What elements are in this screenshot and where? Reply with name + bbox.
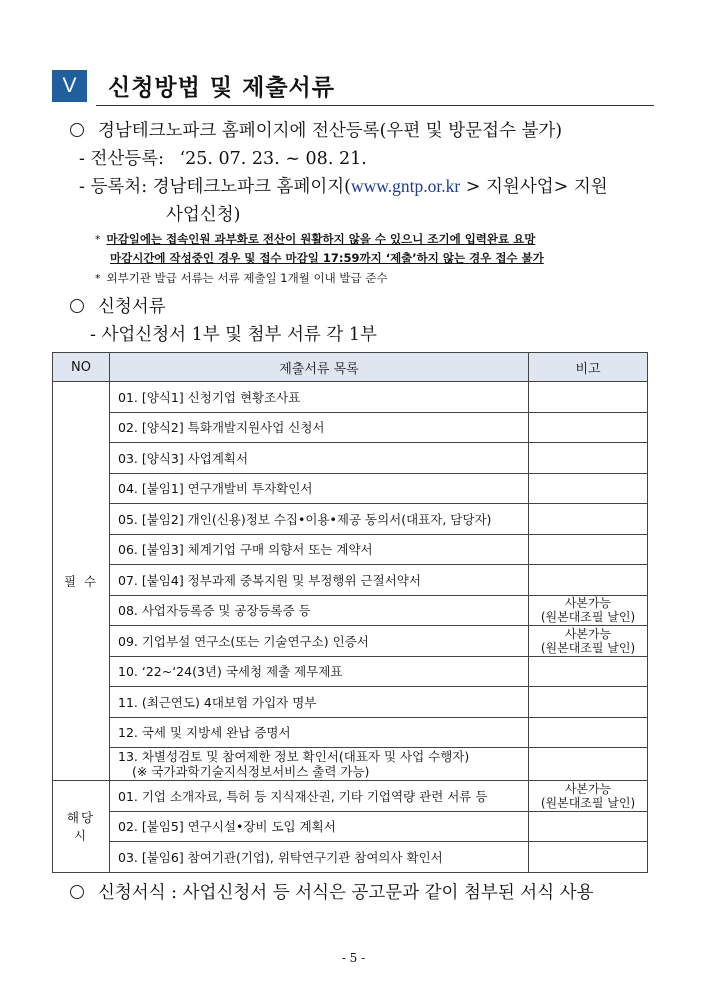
circle-bullet-icon — [70, 885, 84, 899]
document-remark: 사본가능 (원본대조필 날인) — [529, 626, 648, 657]
document-item-text: 01. 기업 소개자료, 특허 등 지식재산권, 기타 기업역량 관련 서류 등 — [118, 788, 488, 804]
document-item — [110, 842, 529, 873]
document-item-text: 11. (최근연도) 4대보험 가입자 명부 — [118, 694, 317, 710]
circle-bullet-icon — [70, 299, 84, 313]
document-item — [110, 748, 529, 781]
table-row — [53, 565, 648, 596]
document-remark — [529, 842, 648, 873]
table-row — [53, 811, 648, 842]
apply-site-label: - 등록처: 경남테크노파크 홈페이지( — [79, 177, 351, 197]
note-2-text: 외부기관 발급 서류는 서류 제출일 1개월 이내 발급 준수 — [106, 271, 388, 285]
section-title: 신청방법 및 제출서류 — [108, 75, 335, 101]
document-item — [110, 412, 529, 443]
documents-table — [52, 352, 648, 873]
forms-text: 신청서식 : 사업신청서 등 서식은 공고문과 같이 첨부된 서식 사용 — [98, 883, 594, 903]
header-documents: 제출서류 목록 — [110, 353, 529, 382]
table-row — [53, 473, 648, 504]
document-remark — [529, 717, 648, 748]
document-item-text: 03. [양식3] 사업계획서 — [118, 450, 249, 466]
docs-heading: 신청서류 — [98, 297, 166, 317]
apply-period-label: - 전산등록: — [79, 149, 164, 169]
table-row — [53, 781, 648, 812]
forms-line — [70, 879, 594, 904]
document-item — [110, 781, 529, 812]
document-remark — [529, 504, 648, 535]
note-1-line-2 — [110, 250, 544, 266]
document-item-text: 09. 기업부설 연구소(또는 기술연구소) 인증서 — [118, 633, 369, 649]
document-item — [110, 534, 529, 565]
apply-site-path: > 지원사업> 지원 — [460, 177, 608, 197]
table-row — [53, 748, 648, 781]
document-remark — [529, 473, 648, 504]
document-remark — [529, 443, 648, 474]
document-item-subtext: (※ 국가과학기술지식정보서비스 출력 가능) — [132, 764, 370, 779]
document-item — [110, 595, 529, 626]
apply-heading-line — [70, 117, 562, 142]
note-1-text-2: 마감시간에 작성중인 경우 및 접수 마감일 17:59까지 ‘제출’하지 않는 경우 접수 불가 — [110, 251, 544, 265]
document-item — [110, 687, 529, 718]
table-header-row — [53, 353, 648, 382]
document-remark — [529, 412, 648, 443]
apply-heading: 경남테크노파크 홈페이지에 전산등록(우편 및 방문접수 불가) — [98, 121, 563, 141]
document-item — [110, 565, 529, 596]
document-remark — [529, 534, 648, 565]
table-row — [53, 626, 648, 657]
table-row — [53, 504, 648, 535]
page-number: - 5 - — [341, 951, 366, 965]
document-remark: 사본가능 (원본대조필 날인) — [529, 595, 648, 626]
table-row — [53, 595, 648, 626]
document-remark — [529, 565, 648, 596]
apply-period-line — [79, 145, 367, 170]
document-item — [110, 811, 529, 842]
document-remark — [529, 382, 648, 413]
table-row — [53, 382, 648, 413]
document-item-text: 05. [붙임2] 개인(신용)정보 수집•이용•제공 동의서(대표자, 담당자) — [118, 511, 492, 527]
document-item-text: 06. [붙임3] 체계기업 구매 의향서 또는 계약서 — [118, 542, 373, 558]
table-row — [53, 717, 648, 748]
apply-period-value: ‘25. 07. 23. ~ 08. 21. — [179, 149, 367, 169]
document-item-text: 03. [붙임6] 참여기관(기업), 위탁연구기관 참여의사 확인서 — [118, 849, 443, 865]
document-item — [110, 382, 529, 413]
document-item — [110, 473, 529, 504]
optional-category: 해당시 — [53, 781, 110, 873]
document-item-text: 02. [양식2] 특화개발지원사업 신청서 — [118, 420, 325, 436]
document-item-text: 08. 사업자등록증 및 공장등록증 등 — [118, 603, 311, 619]
document-item-text: 07. [붙임4] 정부과제 중복지원 및 부정행위 근절서약서 — [118, 572, 421, 588]
header-remark: 비고 — [529, 353, 648, 382]
header-no: NO — [53, 353, 110, 382]
section-number: V — [52, 70, 87, 102]
document-item — [110, 504, 529, 535]
table-row — [53, 412, 648, 443]
section-header — [52, 66, 654, 106]
document-remark — [529, 748, 648, 781]
document-item — [110, 717, 529, 748]
docs-heading-line — [70, 293, 166, 318]
note-1-text-1: 마감일에는 접속인원 과부화로 전산이 원활하지 않을 수 있으니 조기에 입력완료 요망 — [106, 232, 536, 246]
document-remark: 사본가능 (원본대조필 날인) — [529, 781, 648, 812]
document-remark — [529, 656, 648, 687]
required-category: 필 수 — [53, 382, 110, 781]
document-item — [110, 656, 529, 687]
note-2-line — [95, 270, 387, 286]
table-row — [53, 687, 648, 718]
table-row — [53, 842, 648, 873]
document-item — [110, 443, 529, 474]
note-1-line-1 — [95, 231, 535, 247]
apply-site-line — [79, 173, 608, 198]
table-row — [53, 443, 648, 474]
document-item-text: 02. [붙임5] 연구시설•장비 도입 계획서 — [118, 819, 336, 835]
table-row — [53, 656, 648, 687]
document-item-text: 01. [양식1] 신청기업 현황조사표 — [118, 389, 301, 405]
note-mark: * — [95, 272, 101, 285]
document-remark — [529, 687, 648, 718]
document-remark — [529, 811, 648, 842]
table-row — [53, 534, 648, 565]
circle-bullet-icon — [70, 123, 84, 137]
document-item-text: 04. [붙임1] 연구개발비 투자확인서 — [118, 481, 313, 497]
document-item-text: 12. 국세 및 지방세 완납 증명서 — [118, 725, 291, 741]
document-item-text: 13. 차별성검토 및 참여제한 정보 확인서(대표자 및 사업 수행자) — [118, 749, 470, 764]
docs-sub: - 사업신청서 1부 및 첨부 서류 각 1부 — [90, 325, 377, 345]
apply-site-path-cont: 사업신청) — [166, 205, 241, 225]
document-item-text: 10. ‘22~‘24(3년) 국세청 제출 제무제표 — [118, 664, 343, 680]
note-mark: * — [95, 233, 101, 246]
section-rule — [96, 105, 654, 106]
site-link[interactable]: www.gntp.or.kr — [351, 176, 461, 196]
document-item — [110, 626, 529, 657]
